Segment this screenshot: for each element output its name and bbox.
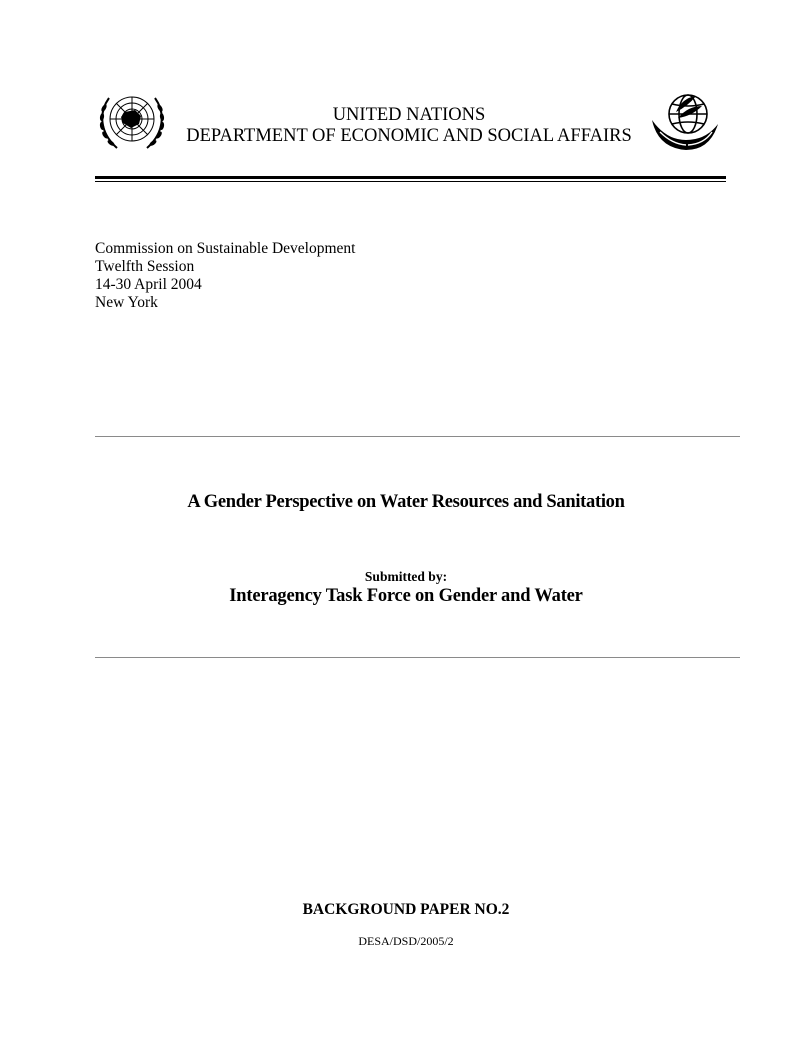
- section-divider-bottom: [95, 657, 740, 658]
- header-rule-thick: [95, 176, 726, 179]
- meeting-dates: 14-30 April 2004: [95, 276, 202, 293]
- submitter-name: Interagency Task Force on Gender and Water: [229, 586, 583, 606]
- meeting-info: [95, 240, 355, 312]
- paper-number: BACKGROUND PAPER NO.2: [302, 901, 510, 918]
- commission-name: Commission on Sustainable Development: [95, 240, 356, 257]
- session-name: Twelfth Session: [95, 258, 195, 275]
- meeting-location: New York: [95, 294, 158, 311]
- organization-name: UNITED NATIONS: [332, 105, 486, 125]
- document-title: A Gender Perspective on Water Resources and Sanitation: [187, 492, 625, 512]
- un-emblem-icon: [95, 90, 169, 154]
- sustainable-development-globe-icon: [648, 90, 720, 154]
- header-title-block: [170, 105, 648, 147]
- header-rule-thin: [95, 181, 726, 182]
- department-name: DEPARTMENT OF ECONOMIC AND SOCIAL AFFAIRS: [186, 126, 632, 146]
- document-symbol: DESA/DSD/2005/2: [358, 934, 454, 948]
- section-divider-top: [95, 436, 740, 437]
- submitted-by-label: Submitted by:: [364, 569, 448, 584]
